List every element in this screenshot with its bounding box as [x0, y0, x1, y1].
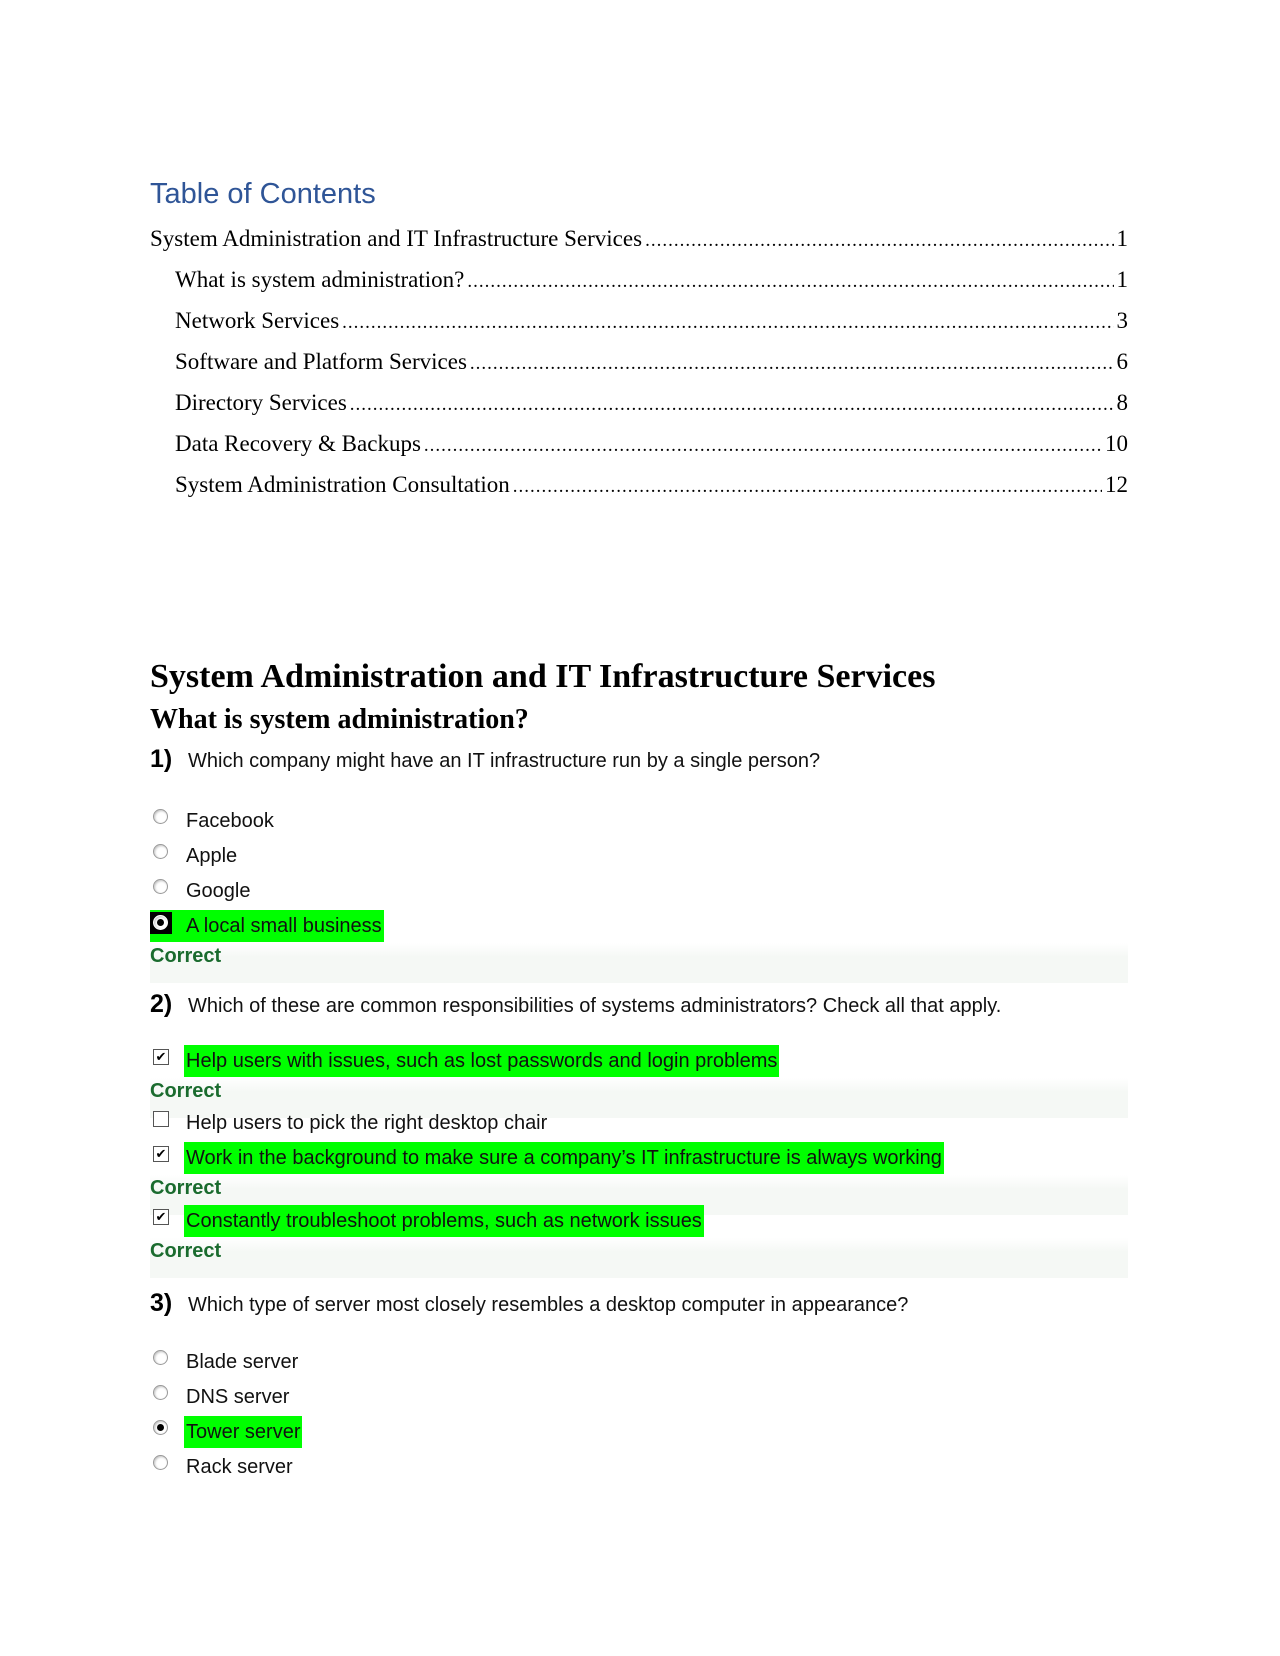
- question-text: Which type of server most closely resembles a desktop computer in appearance?: [188, 1294, 909, 1316]
- question-text: Which company might have an IT infrastructure run by a single person?: [188, 750, 821, 772]
- option-label: Constantly troubleshoot problems, such as network issues: [184, 1205, 704, 1237]
- toc-entry[interactable]: [150, 464, 1128, 505]
- question-number: 2): [150, 990, 173, 1018]
- checkbox-checked[interactable]: ✔: [153, 1146, 169, 1162]
- toc-entry[interactable]: [150, 300, 1128, 341]
- toc-entry-page: 3: [1116, 308, 1128, 333]
- answer-option[interactable]: [150, 875, 253, 907]
- toc-entry[interactable]: [150, 341, 1128, 382]
- question-2: [150, 990, 1128, 1262]
- toc-entry-page: 12: [1105, 472, 1128, 497]
- option-label: DNS server: [186, 1386, 290, 1408]
- toc-title: Table of Contents: [150, 178, 376, 210]
- toc-entry-page: 6: [1116, 349, 1128, 374]
- toc-entry[interactable]: [150, 218, 1128, 259]
- option-label: Blade server: [186, 1351, 299, 1373]
- question-3: [150, 1289, 1128, 1478]
- toc-entry[interactable]: [150, 423, 1128, 464]
- question-header: [150, 990, 1128, 1024]
- option-label: Rack server: [186, 1456, 293, 1478]
- checkbox-checked[interactable]: ✔: [153, 1049, 169, 1065]
- option-label: Help users with issues, such as lost passwords and login problems: [184, 1045, 779, 1077]
- feedback-label: Correct: [150, 1080, 222, 1102]
- feedback-label: Correct: [150, 1177, 222, 1199]
- question-header: [150, 1289, 1128, 1323]
- question-header: [150, 745, 1128, 779]
- subsection-heading: What is system administration?: [150, 704, 529, 735]
- question-number: 1): [150, 745, 173, 773]
- toc-entry-page: 10: [1105, 431, 1128, 456]
- toc-entry[interactable]: [150, 259, 1128, 300]
- feedback-correct: [150, 1238, 1128, 1278]
- toc-leader-dots: [513, 466, 1102, 507]
- radio-button-selected[interactable]: [153, 1420, 168, 1435]
- answer-option-selected[interactable]: [150, 910, 384, 942]
- option-label: Help users to pick the right desktop chair: [186, 1112, 548, 1134]
- option-label: Facebook: [186, 810, 274, 832]
- question-1: [150, 745, 1128, 967]
- toc-entry[interactable]: [150, 382, 1128, 423]
- answer-option[interactable]: [150, 840, 239, 872]
- answer-option-checked[interactable]: [150, 1205, 704, 1237]
- toc-entry-label: Data Recovery & Backups: [175, 431, 421, 456]
- answer-option-checked[interactable]: [150, 1045, 779, 1077]
- checkbox-checked[interactable]: ✔: [153, 1209, 169, 1225]
- option-label: Apple: [186, 845, 238, 867]
- radio-button[interactable]: [153, 1350, 168, 1365]
- toc-leader-dots: [470, 343, 1114, 384]
- feedback-correct: [150, 943, 1128, 983]
- answer-option[interactable]: [150, 1346, 300, 1378]
- answer-option[interactable]: [150, 805, 276, 837]
- radio-button-selected[interactable]: [150, 912, 172, 934]
- option-label: A local small business: [184, 910, 384, 942]
- radio-button[interactable]: [153, 1385, 168, 1400]
- toc-leader-dots: [467, 261, 1113, 302]
- radio-button[interactable]: [153, 844, 168, 859]
- checkbox[interactable]: [153, 1111, 169, 1127]
- answer-option[interactable]: [150, 1451, 295, 1483]
- answer-option[interactable]: [150, 1381, 291, 1413]
- toc-entry-label: System Administration and IT Infrastructure Services: [150, 226, 643, 251]
- question-text: Which of these are common responsibilities of systems administrators? Check all that apply.: [188, 995, 1002, 1017]
- question-number: 3): [150, 1289, 173, 1317]
- toc-entry-page: 1: [1116, 267, 1128, 292]
- option-label: Tower server: [184, 1416, 302, 1448]
- radio-button[interactable]: [153, 809, 168, 824]
- toc-entry-label: System Administration Consultation: [175, 472, 510, 497]
- toc-entry-page: 1: [1116, 226, 1128, 251]
- toc-leader-dots: [424, 425, 1102, 466]
- radio-button[interactable]: [153, 1455, 168, 1470]
- toc-leader-dots: [342, 302, 1113, 343]
- toc-entry-label: What is system administration?: [175, 267, 465, 292]
- answer-option[interactable]: [150, 1107, 549, 1139]
- toc-entry-label: Directory Services: [175, 390, 347, 415]
- toc-entry-label: Software and Platform Services: [175, 349, 467, 374]
- option-label: Google: [186, 880, 251, 902]
- radio-button[interactable]: [153, 879, 168, 894]
- option-label: Work in the background to make sure a company’s IT infrastructure is always working: [184, 1142, 944, 1174]
- toc-leader-dots: [645, 220, 1113, 261]
- table-of-contents: [150, 218, 1128, 505]
- toc-leader-dots: [350, 384, 1114, 425]
- toc-entry-page: 8: [1116, 390, 1128, 415]
- answer-option-selected[interactable]: [150, 1416, 302, 1448]
- section-heading: System Administration and IT Infrastructure Services: [150, 658, 936, 695]
- feedback-label: Correct: [150, 1240, 222, 1262]
- toc-entry-label: Network Services: [175, 308, 340, 333]
- answer-option-checked[interactable]: [150, 1142, 944, 1174]
- feedback-label: Correct: [150, 945, 222, 967]
